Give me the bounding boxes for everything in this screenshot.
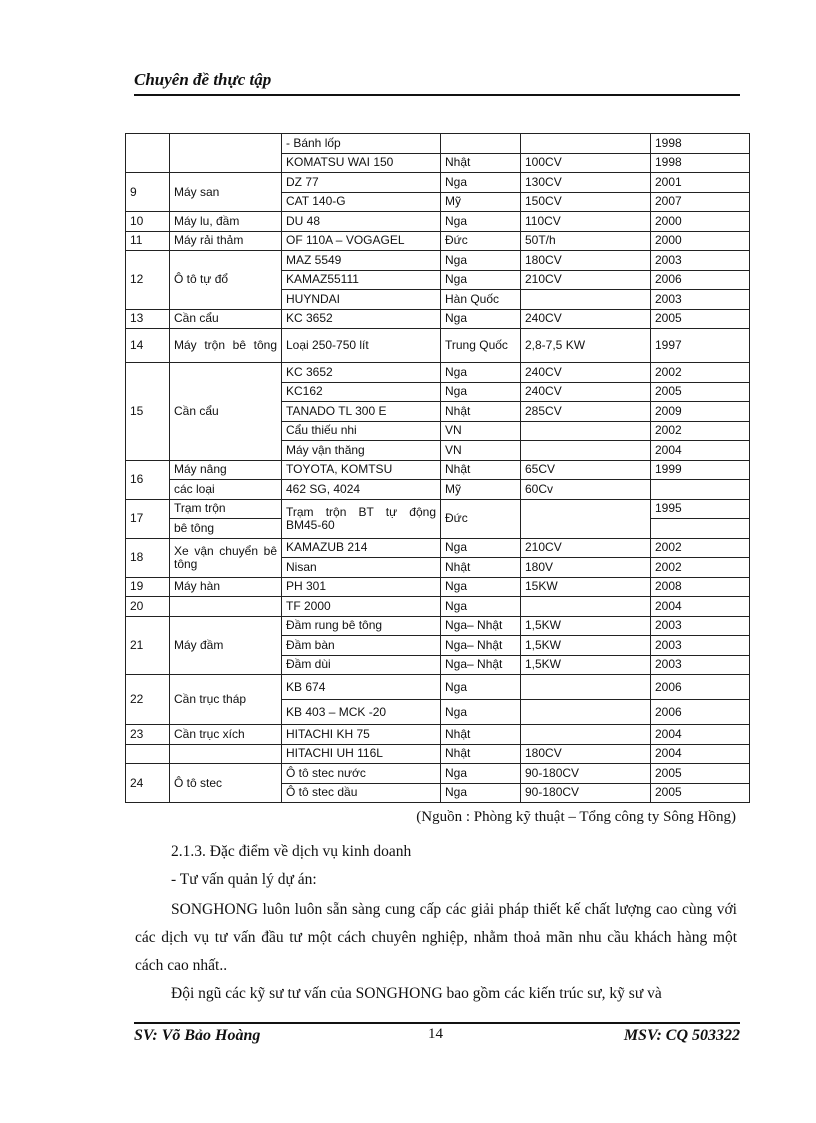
table-row bbox=[126, 309, 750, 329]
cell-power: 90-180CV bbox=[521, 764, 651, 784]
cell-origin: Nhật bbox=[441, 558, 521, 578]
cell-year: 2002 bbox=[651, 421, 750, 441]
cell-power: 285CV bbox=[521, 402, 651, 422]
cell-year: 2004 bbox=[651, 597, 750, 617]
table-row bbox=[126, 480, 750, 500]
cell-no: 13 bbox=[126, 309, 170, 329]
table-row bbox=[126, 329, 750, 363]
cell-year: 2005 bbox=[651, 309, 750, 329]
cell-power: 210CV bbox=[521, 270, 651, 290]
cell-no: 10 bbox=[126, 212, 170, 232]
cell-origin: Nga– Nhật bbox=[441, 616, 521, 636]
cell-origin: Nhật bbox=[441, 744, 521, 764]
cell-power: 1,5KW bbox=[521, 616, 651, 636]
cell-type: Máy đầm bbox=[170, 616, 282, 675]
cell-power: 100CV bbox=[521, 153, 651, 173]
cell-no: 9 bbox=[126, 173, 170, 212]
cell-power: 90-180CV bbox=[521, 783, 651, 803]
cell-model: MAZ 5549 bbox=[282, 251, 441, 271]
table-row bbox=[126, 616, 750, 636]
cell-power bbox=[521, 675, 651, 700]
cell-origin bbox=[441, 134, 521, 154]
table-row bbox=[126, 363, 750, 383]
cell-power: 130CV bbox=[521, 173, 651, 193]
table-row bbox=[126, 577, 750, 597]
cell-no bbox=[126, 744, 170, 764]
cell-year: 2003 bbox=[651, 251, 750, 271]
cell-type: Xe vận chuyển bê tông bbox=[170, 538, 282, 577]
cell-origin: Nga bbox=[441, 538, 521, 558]
cell-origin: Nga bbox=[441, 764, 521, 784]
table-row bbox=[126, 251, 750, 271]
section-heading: 2.1.3. Đặc điểm về dịch vụ kinh doanh bbox=[171, 843, 412, 860]
cell-model: Đầm bàn bbox=[282, 636, 441, 656]
cell-year: 2004 bbox=[651, 744, 750, 764]
cell-no: 11 bbox=[126, 231, 170, 251]
table-source-note: (Nguồn : Phòng kỹ thuật – Tổng công ty Sông Hồng) bbox=[416, 809, 736, 825]
cell-origin: Mỹ bbox=[441, 192, 521, 212]
cell-no: 23 bbox=[126, 725, 170, 745]
cell-year: 2003 bbox=[651, 290, 750, 310]
table-row bbox=[126, 134, 750, 154]
cell-year: 2006 bbox=[651, 270, 750, 290]
cell-type bbox=[170, 744, 282, 764]
cell-type bbox=[170, 134, 282, 173]
cell-type: Máy san bbox=[170, 173, 282, 212]
cell-model: DZ 77 bbox=[282, 173, 441, 193]
header-title: Chuyên đề thực tập bbox=[134, 70, 272, 89]
cell-type: Máy trộn bê tông bbox=[170, 329, 282, 363]
cell-no: 17 bbox=[126, 499, 170, 538]
header-divider bbox=[134, 94, 740, 96]
cell-power: 60Cv bbox=[521, 480, 651, 500]
cell-no: 18 bbox=[126, 538, 170, 577]
cell-power: 180CV bbox=[521, 744, 651, 764]
cell-model: HUYNDAI bbox=[282, 290, 441, 310]
cell-origin: Nga bbox=[441, 783, 521, 803]
cell-year: 2006 bbox=[651, 700, 750, 725]
cell-model: 462 SG, 4024 bbox=[282, 480, 441, 500]
table-row bbox=[126, 499, 750, 519]
cell-power: 240CV bbox=[521, 309, 651, 329]
cell-model: CAT 140-G bbox=[282, 192, 441, 212]
table-row bbox=[126, 173, 750, 193]
table-row bbox=[126, 744, 750, 764]
table-row bbox=[126, 212, 750, 232]
cell-model: - Bánh lốp bbox=[282, 134, 441, 154]
table-row bbox=[126, 538, 750, 558]
cell-origin: Nga bbox=[441, 309, 521, 329]
paragraph: Đội ngũ các kỹ sư tư vấn của SONGHONG bao gồm các kiến trúc sư, kỹ sư và bbox=[171, 985, 662, 1002]
cell-no: 22 bbox=[126, 675, 170, 725]
cell-year: 2004 bbox=[651, 441, 750, 461]
cell-year: 2006 bbox=[651, 675, 750, 700]
cell-model: KC 3652 bbox=[282, 309, 441, 329]
cell-model: KC162 bbox=[282, 382, 441, 402]
cell-origin: Hàn Quốc bbox=[441, 290, 521, 310]
cell-origin: VN bbox=[441, 421, 521, 441]
cell-type bbox=[170, 597, 282, 617]
cell-model: Trạm trộn BT tự động BM45-60 bbox=[282, 499, 441, 538]
cell-year: 2003 bbox=[651, 655, 750, 675]
bullet-item: - Tư vấn quản lý dự án: bbox=[171, 871, 317, 888]
cell-no: 19 bbox=[126, 577, 170, 597]
cell-type: Máy rải thảm bbox=[170, 231, 282, 251]
cell-type: Cần cẩu bbox=[170, 309, 282, 329]
footer-student-name: SV: Võ Bảo Hoàng bbox=[134, 1027, 261, 1044]
cell-power bbox=[521, 134, 651, 154]
cell-model: Loại 250-750 lít bbox=[282, 329, 441, 363]
cell-origin: VN bbox=[441, 441, 521, 461]
cell-model: TOYOTA, KOMTSU bbox=[282, 460, 441, 480]
cell-origin: Nga bbox=[441, 212, 521, 232]
cell-year: 2007 bbox=[651, 192, 750, 212]
cell-no bbox=[126, 134, 170, 173]
cell-year: 2005 bbox=[651, 764, 750, 784]
cell-no: 20 bbox=[126, 597, 170, 617]
cell-type: Ô tô tự đổ bbox=[170, 251, 282, 310]
cell-origin: Nga bbox=[441, 700, 521, 725]
cell-origin: Nga bbox=[441, 597, 521, 617]
cell-no: 15 bbox=[126, 363, 170, 461]
cell-model: KOMATSU WAI 150 bbox=[282, 153, 441, 173]
cell-year: 1995 bbox=[651, 499, 750, 519]
cell-year: 2009 bbox=[651, 402, 750, 422]
cell-origin: Nga bbox=[441, 363, 521, 383]
paragraph: SONGHONG luôn luôn sẵn sàng cung cấp các giải pháp thiết kế chất lượng cao cùng với các dịch vụ tư vấn đầu tư một cách chuyên nghiệp, nhằm thoả mãn nhu cầu khách hàng một cách cao nhất.. bbox=[135, 901, 737, 974]
cell-type: Cần cẩu bbox=[170, 363, 282, 461]
cell-model: Máy vận thăng bbox=[282, 441, 441, 461]
cell-year bbox=[651, 519, 750, 539]
cell-model: KB 403 – MCK -20 bbox=[282, 700, 441, 725]
footer-divider bbox=[134, 1022, 740, 1024]
page-number: 14 bbox=[428, 1026, 443, 1042]
cell-model: Nisan bbox=[282, 558, 441, 578]
cell-origin: Đức bbox=[441, 499, 521, 538]
cell-power: 180V bbox=[521, 558, 651, 578]
cell-model: Ô tô stec nước bbox=[282, 764, 441, 784]
cell-type: Máy nâng bbox=[170, 460, 282, 480]
cell-model: KC 3652 bbox=[282, 363, 441, 383]
cell-origin: Nga bbox=[441, 251, 521, 271]
cell-year: 2005 bbox=[651, 382, 750, 402]
cell-model: KAMAZ55111 bbox=[282, 270, 441, 290]
cell-year: 2003 bbox=[651, 616, 750, 636]
cell-power: 110CV bbox=[521, 212, 651, 232]
cell-model: KAMAZUB 214 bbox=[282, 538, 441, 558]
cell-power: 15KW bbox=[521, 577, 651, 597]
cell-power: 1,5KW bbox=[521, 636, 651, 656]
cell-model: Đầm rung bê tông bbox=[282, 616, 441, 636]
cell-power bbox=[521, 290, 651, 310]
cell-power bbox=[521, 597, 651, 617]
cell-type: Máy hàn bbox=[170, 577, 282, 597]
cell-power bbox=[521, 725, 651, 745]
cell-model: DU 48 bbox=[282, 212, 441, 232]
cell-type: Trạm trộn bbox=[170, 499, 282, 519]
cell-power: 50T/h bbox=[521, 231, 651, 251]
cell-origin: Đức bbox=[441, 231, 521, 251]
cell-year: 2002 bbox=[651, 558, 750, 578]
cell-power: 240CV bbox=[521, 382, 651, 402]
cell-model: HITACHI UH 116L bbox=[282, 744, 441, 764]
cell-model: TF 2000 bbox=[282, 597, 441, 617]
cell-origin: Nga– Nhật bbox=[441, 655, 521, 675]
cell-type: các loại bbox=[170, 480, 282, 500]
cell-model: TANADO TL 300 E bbox=[282, 402, 441, 422]
table-row bbox=[126, 460, 750, 480]
cell-year: 2002 bbox=[651, 363, 750, 383]
cell-year: 2008 bbox=[651, 577, 750, 597]
cell-year: 2002 bbox=[651, 538, 750, 558]
cell-model: Ô tô stec dầu bbox=[282, 783, 441, 803]
cell-origin: Nga bbox=[441, 382, 521, 402]
cell-year: 2000 bbox=[651, 212, 750, 232]
cell-power: 210CV bbox=[521, 538, 651, 558]
footer-student-id: MSV: CQ 503322 bbox=[623, 1027, 740, 1044]
cell-origin: Mỹ bbox=[441, 480, 521, 500]
cell-type: Máy lu, đầm bbox=[170, 212, 282, 232]
table-row bbox=[126, 725, 750, 745]
cell-power: 65CV bbox=[521, 460, 651, 480]
cell-year: 1997 bbox=[651, 329, 750, 363]
cell-power: 150CV bbox=[521, 192, 651, 212]
table-row bbox=[126, 675, 750, 700]
cell-power bbox=[521, 700, 651, 725]
cell-power: 240CV bbox=[521, 363, 651, 383]
cell-year: 1999 bbox=[651, 460, 750, 480]
cell-year: 2005 bbox=[651, 783, 750, 803]
cell-year: 2001 bbox=[651, 173, 750, 193]
cell-model: Đầm dùi bbox=[282, 655, 441, 675]
cell-origin: Nga– Nhật bbox=[441, 636, 521, 656]
cell-year: 1998 bbox=[651, 134, 750, 154]
cell-origin: Nga bbox=[441, 675, 521, 700]
cell-no: 16 bbox=[126, 460, 170, 499]
equipment-table bbox=[125, 133, 750, 803]
cell-power: 1,5KW bbox=[521, 655, 651, 675]
cell-year: 1998 bbox=[651, 153, 750, 173]
cell-no: 24 bbox=[126, 764, 170, 803]
cell-origin: Trung Quốc bbox=[441, 329, 521, 363]
cell-origin: Nhật bbox=[441, 725, 521, 745]
table-row bbox=[126, 231, 750, 251]
cell-power bbox=[521, 441, 651, 461]
cell-type: bê tông bbox=[170, 519, 282, 539]
cell-year: 2004 bbox=[651, 725, 750, 745]
cell-no: 21 bbox=[126, 616, 170, 675]
cell-power: 180CV bbox=[521, 251, 651, 271]
cell-model: KB 674 bbox=[282, 675, 441, 700]
cell-type: Cần trục tháp bbox=[170, 675, 282, 725]
cell-model: PH 301 bbox=[282, 577, 441, 597]
cell-origin: Nga bbox=[441, 270, 521, 290]
cell-year bbox=[651, 480, 750, 500]
cell-model: Cẩu thiếu nhi bbox=[282, 421, 441, 441]
cell-type: Ô tô stec bbox=[170, 764, 282, 803]
cell-origin: Nhật bbox=[441, 402, 521, 422]
cell-power bbox=[521, 499, 651, 538]
cell-origin: Nhật bbox=[441, 153, 521, 173]
cell-no: 14 bbox=[126, 329, 170, 363]
cell-type: Cần trục xích bbox=[170, 725, 282, 745]
table-row bbox=[126, 597, 750, 617]
cell-power: 2,8-7,5 KW bbox=[521, 329, 651, 363]
cell-origin: Nga bbox=[441, 577, 521, 597]
cell-year: 2003 bbox=[651, 636, 750, 656]
cell-origin: Nga bbox=[441, 173, 521, 193]
cell-model: OF 110A – VOGAGEL bbox=[282, 231, 441, 251]
cell-power bbox=[521, 421, 651, 441]
cell-model: HITACHI KH 75 bbox=[282, 725, 441, 745]
cell-origin: Nhật bbox=[441, 460, 521, 480]
cell-no: 12 bbox=[126, 251, 170, 310]
cell-year: 2000 bbox=[651, 231, 750, 251]
table-row bbox=[126, 764, 750, 784]
